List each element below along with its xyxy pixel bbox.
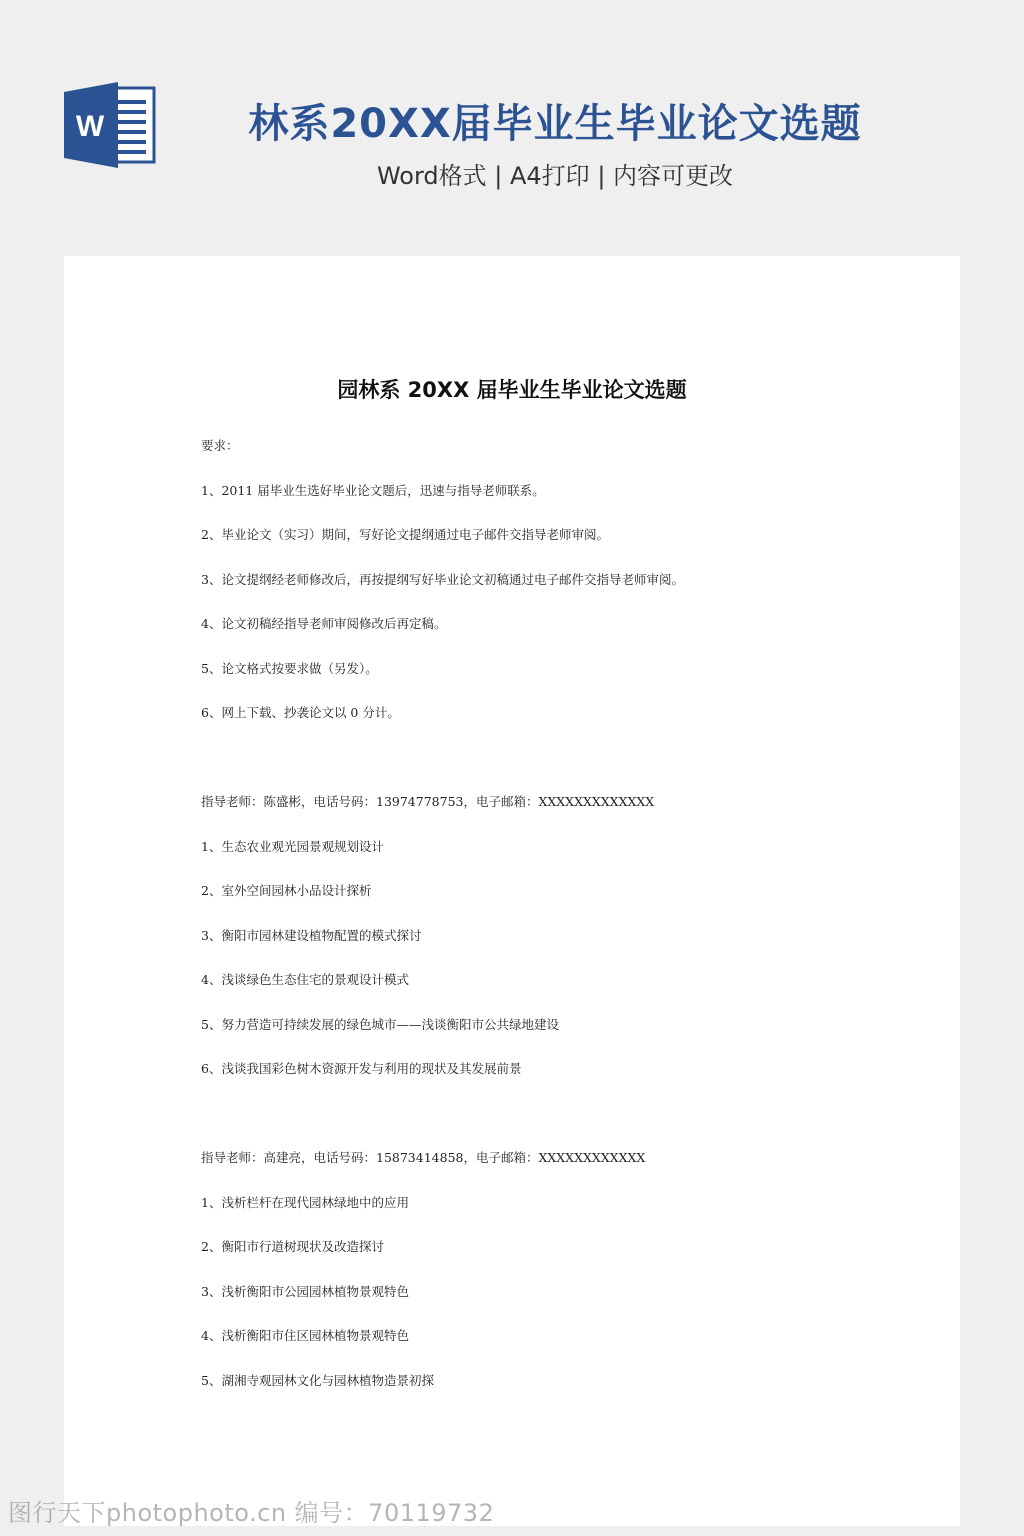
banner-subtitle: Word格式 | A4打印 | 内容可更改	[376, 162, 734, 190]
topic-item: 4、浅谈绿色生态住宅的景观设计模式	[201, 972, 409, 987]
banner-title: 林系20XX届毕业生毕业论文选题	[248, 101, 862, 147]
topic-item: 6、浅谈我国彩色树木资源开发与利用的现状及其发展前景	[201, 1061, 522, 1076]
word-doc-icon	[64, 82, 156, 168]
requirement-item: 1、2011 届毕业生选好毕业论文题后，迅速与指导老师联系。	[201, 483, 545, 498]
requirement-item: 3、论文提纲经老师修改后，再按提纲写好毕业论文初稿通过电子邮件交指导老师审阅。	[201, 572, 684, 587]
topic-item: 1、浅析栏杆在现代园林绿地中的应用	[201, 1195, 409, 1210]
requirement-item: 4、论文初稿经指导老师审阅修改后再定稿。	[201, 616, 447, 631]
requirements-label: 要求：	[201, 438, 239, 453]
topic-item: 5、努力营造可持续发展的绿色城市——浅谈衡阳市公共绿地建设	[201, 1017, 559, 1032]
requirement-item: 6、网上下载、抄袭论文以 0 分计。	[201, 705, 400, 720]
topic-item: 3、浅析衡阳市公园园林植物景观特色	[201, 1284, 409, 1299]
svg-text:W: W	[75, 110, 105, 143]
topic-item: 2、室外空间园林小品设计探析	[201, 883, 372, 898]
topic-item: 3、衡阳市园林建设植物配置的模式探讨	[201, 928, 422, 943]
topic-item: 2、衡阳市行道树现状及改造探讨	[201, 1239, 384, 1254]
document-page	[64, 256, 960, 1526]
topic-item: 4、浅析衡阳市住区园林植物景观特色	[201, 1328, 409, 1343]
topic-item: 1、生态农业观光园景观规划设计	[201, 839, 384, 854]
document-title: 园林系 20XX 届毕业生毕业论文选题	[337, 378, 687, 402]
advisor-header: 指导老师：陈盛彬，电话号码：13974778753，电子邮箱：XXXXXXXXXXXXX	[201, 794, 655, 809]
requirement-item: 5、论文格式按要求做（另发）。	[201, 661, 378, 676]
watermark: 图行天下photophoto.cn 编号：70119732	[8, 1499, 495, 1527]
topic-item: 5、湖湘寺观园林文化与园林植物造景初探	[201, 1373, 434, 1388]
advisor-header: 指导老师：高建亮，电话号码：15873414858，电子邮箱：XXXXXXXXXXXX	[201, 1150, 646, 1165]
requirement-item: 2、毕业论文（实习）期间，写好论文提纲通过电子邮件交指导老师审阅。	[201, 527, 609, 542]
